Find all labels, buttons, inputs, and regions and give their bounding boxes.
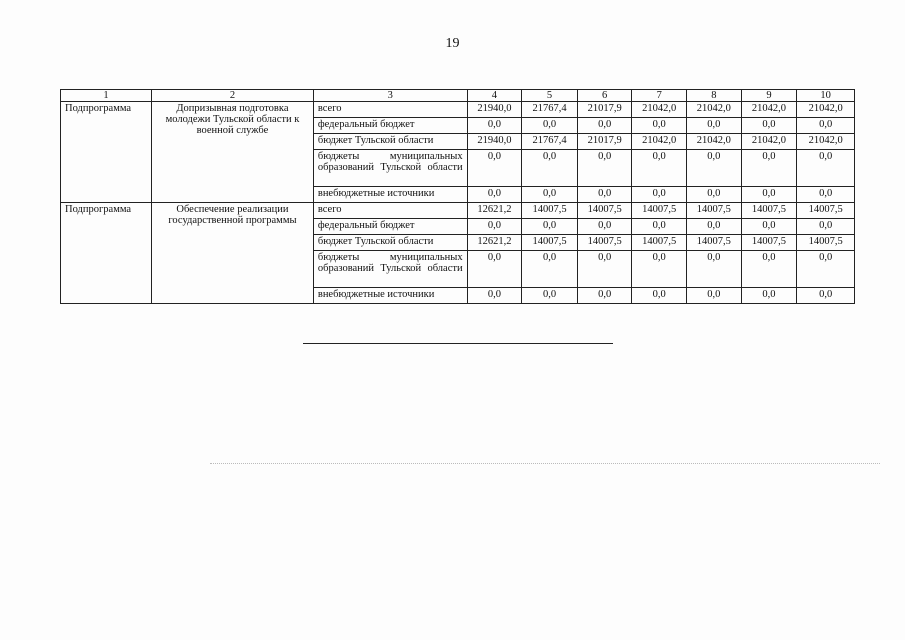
table-header xyxy=(61,90,855,102)
value-cell: 14007,5 xyxy=(632,235,687,251)
subprogram-name-cell: Обеспечение реализации государственной программы xyxy=(152,203,314,304)
value-cell: 0,0 xyxy=(522,219,578,235)
value-cell: 21767,4 xyxy=(522,102,578,118)
value-cell: 0,0 xyxy=(632,288,687,304)
value-cell: 0,0 xyxy=(741,118,797,134)
value-cell: 21767,4 xyxy=(522,134,578,150)
funding-source-cell: внебюджетные источники xyxy=(313,187,467,203)
value-cell: 0,0 xyxy=(467,118,522,134)
page-number: 19 xyxy=(445,36,460,51)
separator-line xyxy=(303,343,613,344)
value-cell: 0,0 xyxy=(797,150,855,187)
scan-noise-line xyxy=(210,463,880,464)
column-header: 9 xyxy=(741,90,797,102)
value-cell: 14007,5 xyxy=(632,203,687,219)
value-cell: 0,0 xyxy=(577,187,632,203)
row-type-cell: Подпрограмма xyxy=(61,203,152,304)
value-cell: 12621,2 xyxy=(467,203,522,219)
value-cell: 21042,0 xyxy=(632,102,687,118)
value-cell: 0,0 xyxy=(797,118,855,134)
value-cell: 0,0 xyxy=(741,187,797,203)
value-cell: 14007,5 xyxy=(687,235,742,251)
value-cell: 0,0 xyxy=(577,150,632,187)
value-cell: 21042,0 xyxy=(741,134,797,150)
column-header: 2 xyxy=(152,90,314,102)
value-cell: 21042,0 xyxy=(687,134,742,150)
column-header: 8 xyxy=(687,90,742,102)
value-cell: 0,0 xyxy=(522,251,578,288)
value-cell: 0,0 xyxy=(687,251,742,288)
funding-source-cell: всего xyxy=(313,102,467,118)
value-cell: 0,0 xyxy=(741,288,797,304)
value-cell: 14007,5 xyxy=(687,203,742,219)
value-cell: 0,0 xyxy=(741,150,797,187)
value-cell: 0,0 xyxy=(467,219,522,235)
value-cell: 0,0 xyxy=(632,187,687,203)
value-cell: 21017,9 xyxy=(577,102,632,118)
column-header: 10 xyxy=(797,90,855,102)
value-cell: 21042,0 xyxy=(632,134,687,150)
value-cell: 0,0 xyxy=(632,251,687,288)
value-cell: 0,0 xyxy=(797,187,855,203)
value-cell: 0,0 xyxy=(632,150,687,187)
column-header: 1 xyxy=(61,90,152,102)
value-cell: 12621,2 xyxy=(467,235,522,251)
value-cell: 0,0 xyxy=(577,219,632,235)
column-header: 5 xyxy=(522,90,578,102)
value-cell: 0,0 xyxy=(467,251,522,288)
value-cell: 14007,5 xyxy=(797,203,855,219)
table-row xyxy=(61,203,855,219)
value-cell: 0,0 xyxy=(522,118,578,134)
budget-table xyxy=(60,89,855,304)
value-cell: 14007,5 xyxy=(577,235,632,251)
value-cell: 0,0 xyxy=(687,118,742,134)
column-header: 6 xyxy=(577,90,632,102)
value-cell: 21940,0 xyxy=(467,134,522,150)
value-cell: 21042,0 xyxy=(741,102,797,118)
funding-source-cell: федеральный бюджет xyxy=(313,118,467,134)
subprogram-name-cell: Допризывная подготовка молодежи Тульской области к военной службе xyxy=(152,102,314,203)
value-cell: 0,0 xyxy=(797,219,855,235)
funding-source-cell: бюджет Тульской области xyxy=(313,134,467,150)
value-cell: 0,0 xyxy=(522,150,578,187)
value-cell: 0,0 xyxy=(687,288,742,304)
value-cell: 0,0 xyxy=(687,187,742,203)
column-header: 4 xyxy=(467,90,522,102)
funding-source-cell: всего xyxy=(313,203,467,219)
value-cell: 14007,5 xyxy=(797,235,855,251)
value-cell: 14007,5 xyxy=(741,203,797,219)
value-cell: 0,0 xyxy=(522,288,578,304)
funding-source-cell: федеральный бюджет xyxy=(313,219,467,235)
value-cell: 0,0 xyxy=(797,251,855,288)
value-cell: 0,0 xyxy=(632,118,687,134)
value-cell: 0,0 xyxy=(467,187,522,203)
value-cell: 0,0 xyxy=(687,219,742,235)
value-cell: 0,0 xyxy=(577,288,632,304)
value-cell: 0,0 xyxy=(522,187,578,203)
value-cell: 0,0 xyxy=(687,150,742,187)
value-cell: 21017,9 xyxy=(577,134,632,150)
value-cell: 21042,0 xyxy=(687,102,742,118)
value-cell: 0,0 xyxy=(741,219,797,235)
value-cell: 14007,5 xyxy=(577,203,632,219)
value-cell: 0,0 xyxy=(467,150,522,187)
header-row xyxy=(61,90,855,102)
table-body xyxy=(61,102,855,304)
funding-source-cell: внебюджетные источники xyxy=(313,288,467,304)
value-cell: 21042,0 xyxy=(797,134,855,150)
row-type-cell: Подпрограмма xyxy=(61,102,152,203)
column-header: 7 xyxy=(632,90,687,102)
table-row xyxy=(61,102,855,118)
funding-source-cell: бюджет Тульской области xyxy=(313,235,467,251)
value-cell: 0,0 xyxy=(741,251,797,288)
value-cell: 14007,5 xyxy=(522,203,578,219)
funding-source-cell: бюджеты муниципальных образований Тульской области xyxy=(313,150,467,187)
value-cell: 0,0 xyxy=(632,219,687,235)
value-cell: 21940,0 xyxy=(467,102,522,118)
value-cell: 0,0 xyxy=(577,118,632,134)
funding-source-cell: бюджеты муниципальных образований Тульской области xyxy=(313,251,467,288)
value-cell: 0,0 xyxy=(577,251,632,288)
column-header: 3 xyxy=(313,90,467,102)
value-cell: 14007,5 xyxy=(741,235,797,251)
value-cell: 14007,5 xyxy=(522,235,578,251)
value-cell: 0,0 xyxy=(467,288,522,304)
value-cell: 0,0 xyxy=(797,288,855,304)
value-cell: 21042,0 xyxy=(797,102,855,118)
